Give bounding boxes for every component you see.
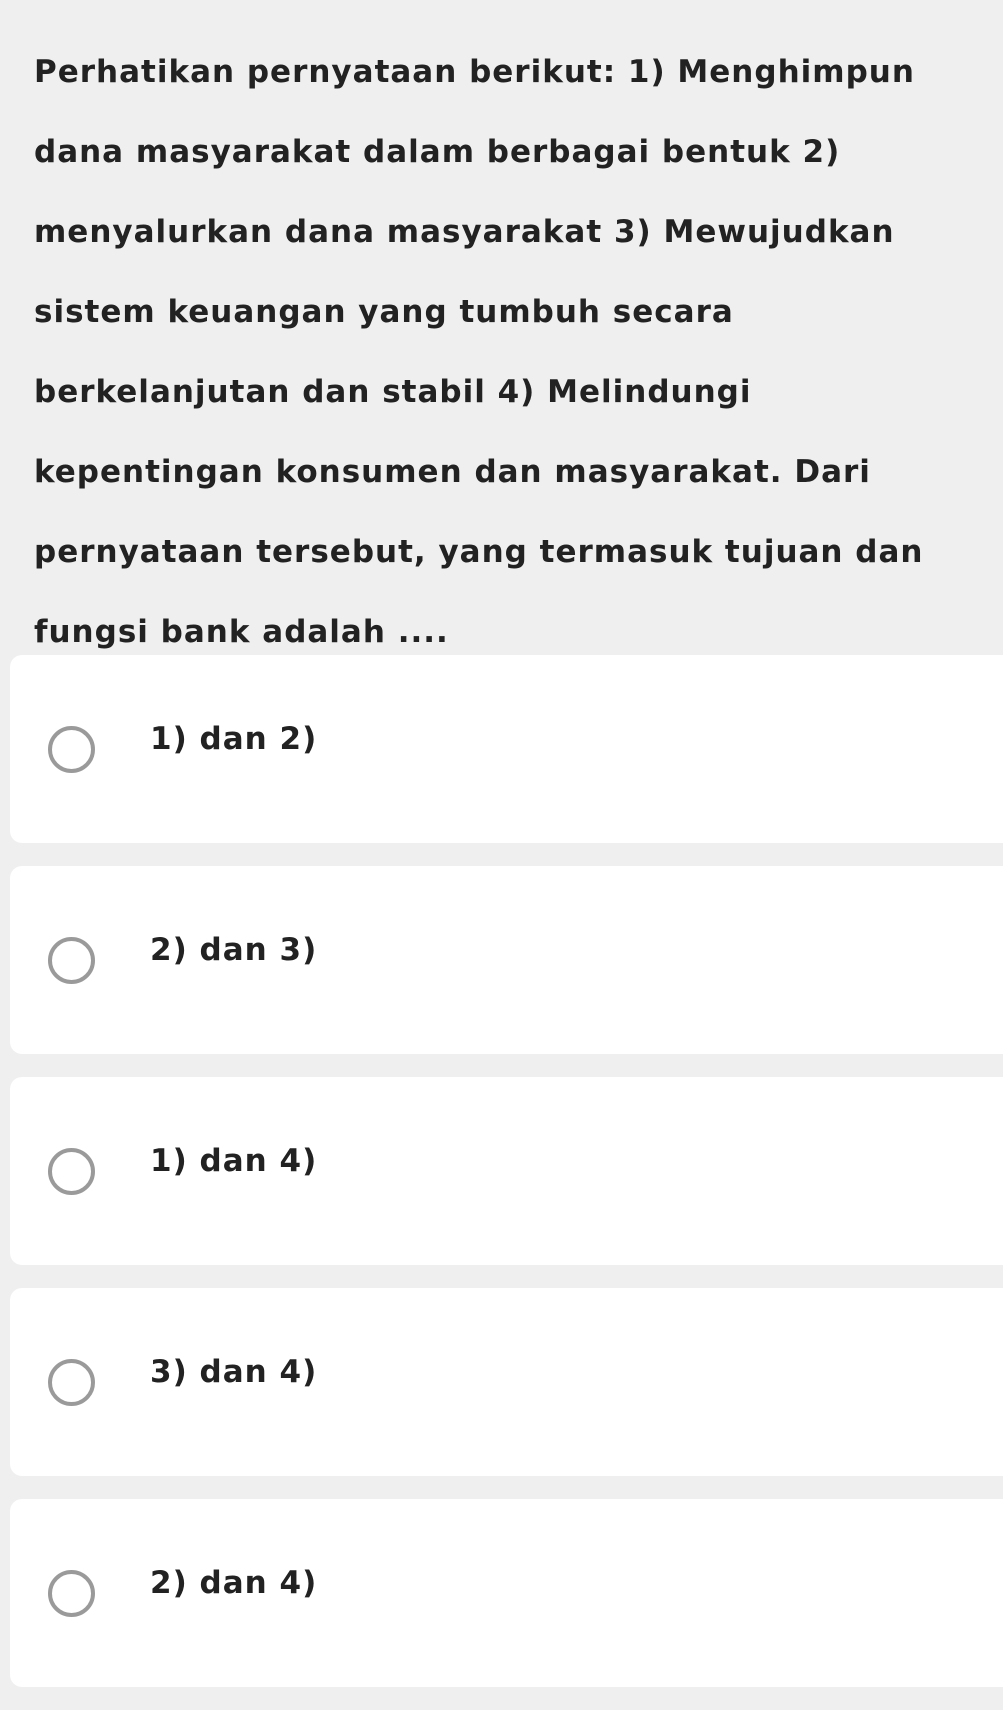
- option-label: 1) dan 2): [150, 720, 318, 757]
- option-5[interactable]: [10, 1499, 1003, 1687]
- radio-unchecked-icon[interactable]: [48, 1359, 95, 1406]
- radio-unchecked-icon[interactable]: [48, 1570, 95, 1617]
- option-1[interactable]: [10, 655, 1003, 843]
- answer-options: [10, 655, 1003, 1710]
- option-2[interactable]: [10, 866, 1003, 1054]
- radio-unchecked-icon[interactable]: [48, 1148, 95, 1195]
- option-label: 2) dan 4): [150, 1564, 318, 1601]
- radio-unchecked-icon[interactable]: [48, 726, 95, 773]
- question-text: Perhatikan pernyataan berikut: 1) Menghimpun dana masyarakat dalam berbagai bentuk 2) menyalurkan dana masyarakat 3) Mewujudkan sistem keuangan yang tumbuh secara berkelanjutan dan stabil 4) Melindungi kepentingan konsumen dan masyarakat. Dari pernyataan tersebut, yang termasuk tujuan dan fungsi bank adalah ....: [34, 54, 924, 650]
- option-3[interactable]: [10, 1077, 1003, 1265]
- option-label: 1) dan 4): [150, 1142, 318, 1179]
- option-label: 2) dan 3): [150, 931, 318, 968]
- option-4[interactable]: [10, 1288, 1003, 1476]
- radio-unchecked-icon[interactable]: [48, 937, 95, 984]
- option-label: 3) dan 4): [150, 1353, 318, 1390]
